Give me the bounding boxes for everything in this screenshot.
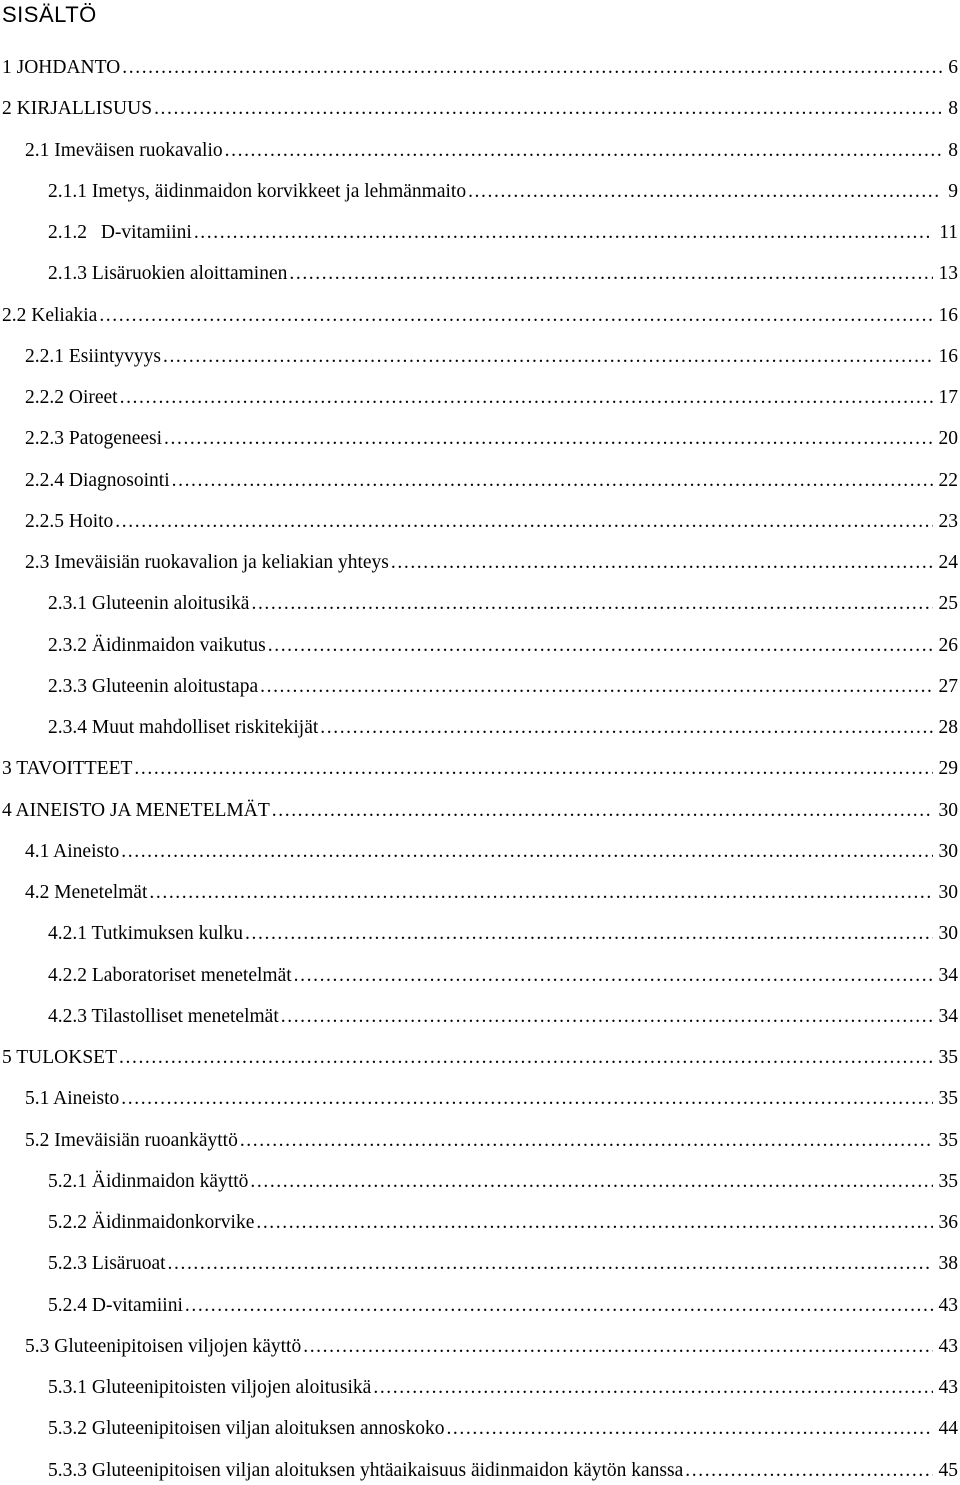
toc-page-number: 11 — [939, 222, 958, 243]
toc-entry-label: 2.3.4 Muut mahdolliset riskitekijät — [48, 717, 319, 738]
toc-entry[interactable] — [0, 1374, 960, 1402]
toc-leader-dots — [225, 137, 943, 165]
toc-page-number: 45 — [938, 1459, 958, 1481]
toc-entry-label: 5.2.1 Äidinmaidon käyttö — [48, 1170, 249, 1192]
toc-entry-label: 2.3 Imeväisiän ruokavalion ja keliakian yhteys — [25, 552, 389, 573]
toc-page-number: 27 — [938, 675, 958, 697]
toc-leader-dots — [294, 962, 933, 990]
toc-page-number: 35 — [938, 1170, 958, 1192]
toc-entry-label: 5.3.3 Gluteenipitoisen viljan aloituksen yhtäaikaisuus äidinmaidon käytön kanssa — [48, 1459, 684, 1481]
toc-page-number: 16 — [938, 345, 958, 367]
toc-entry[interactable] — [0, 95, 960, 123]
toc-entry-label: 2.2.1 Esiintyvyys — [25, 345, 161, 367]
toc-entry-label: 1 JOHDANTO — [2, 57, 121, 78]
toc-page-number: 35 — [938, 1047, 958, 1068]
toc-leader-dots — [164, 425, 932, 453]
toc-entry[interactable] — [0, 1292, 960, 1320]
toc-entry-label: 2.3.3 Gluteenin aloitustapa — [48, 675, 259, 697]
toc-entry-label: 2.2 Keliakia — [2, 304, 98, 326]
toc-page-number: 25 — [938, 593, 958, 615]
toc-page-number: 34 — [938, 964, 958, 986]
toc-entry[interactable] — [0, 467, 960, 495]
toc-page-number: 8 — [948, 98, 958, 120]
toc-entry[interactable] — [0, 425, 960, 453]
toc-leader-dots — [99, 302, 932, 330]
toc-page-number: 43 — [938, 1377, 958, 1398]
toc-entry[interactable] — [0, 54, 960, 82]
toc-entry[interactable] — [0, 549, 960, 577]
toc-page-number: 43 — [938, 1335, 958, 1357]
toc-leader-dots — [194, 219, 933, 247]
toc-page-number: 30 — [938, 882, 958, 903]
toc-page-number: 13 — [938, 263, 958, 285]
toc-entry[interactable] — [0, 920, 960, 948]
toc-leader-dots — [134, 755, 932, 783]
toc-entry-label: 5.3.2 Gluteenipitoisen viljan aloituksen annoskoko — [48, 1418, 445, 1440]
toc-entry[interactable] — [0, 1085, 960, 1113]
toc-entry[interactable] — [0, 1209, 960, 1237]
toc-entry[interactable] — [0, 219, 960, 247]
toc-entry[interactable] — [0, 260, 960, 288]
toc-leader-dots — [154, 95, 942, 123]
toc-entry-label: 5.2 Imeväisiän ruoankäyttö — [25, 1129, 238, 1151]
toc-page-number: 30 — [938, 840, 958, 862]
toc-entry[interactable] — [0, 1415, 960, 1443]
toc-entry-label: 2.1.3 Lisäruokien aloittaminen — [48, 263, 288, 285]
toc-page-number: 22 — [938, 469, 958, 491]
toc-entry-label: 5.3 Gluteenipitoisen viljojen käyttö — [25, 1335, 302, 1357]
toc-entry-label: 4 AINEISTO JA MENETELMÄT — [2, 799, 270, 821]
toc-page-number: 20 — [938, 428, 958, 450]
toc-page-number: 30 — [938, 799, 958, 821]
toc-entry[interactable] — [0, 1127, 960, 1155]
toc-leader-dots — [185, 1292, 933, 1320]
toc-page-number: 9 — [948, 180, 958, 202]
toc-entry[interactable] — [0, 1003, 960, 1031]
toc-entry-label: 2.2.3 Patogeneesi — [25, 428, 163, 450]
toc-entry[interactable] — [0, 673, 960, 701]
toc-entry-label: 5 TULOKSET — [2, 1047, 118, 1068]
toc-page-number: 6 — [948, 57, 958, 78]
toc-entry-label: 2 KIRJALLISUUS — [2, 98, 153, 120]
toc-entry[interactable] — [0, 302, 960, 330]
toc-page-number: 24 — [938, 552, 958, 573]
toc-entry[interactable] — [0, 137, 960, 165]
toc-leader-dots — [122, 54, 942, 82]
toc-leader-dots — [281, 1003, 933, 1031]
toc-entry-label: 2.2.5 Hoito — [25, 510, 114, 532]
toc-entry-label: 3 TAVOITTEET — [2, 758, 133, 780]
toc-entry-label: 4.2.2 Laboratoriset menetelmät — [48, 964, 292, 986]
toc-entry[interactable] — [0, 714, 960, 742]
toc-entry-label: 2.3.1 Gluteenin aloitusikä — [48, 593, 250, 615]
toc-entry[interactable] — [0, 178, 960, 206]
toc-entry-label: 5.2.4 D-vitamiini — [48, 1294, 183, 1316]
page-title: SISÄLTÖ — [2, 2, 97, 27]
toc-page-number: 44 — [938, 1418, 958, 1440]
toc-leader-dots — [119, 1044, 932, 1072]
toc-page-number: 26 — [938, 634, 958, 656]
toc-entry-label: 4.2.1 Tutkimuksen kulku — [48, 923, 244, 945]
toc-leader-dots — [245, 920, 932, 948]
toc-entry[interactable] — [0, 962, 960, 990]
toc-leader-dots — [256, 1209, 932, 1237]
toc-entry-label: 2.1 Imeväisen ruokavalio — [25, 139, 223, 161]
toc-leader-dots — [250, 1168, 932, 1196]
toc-entry[interactable] — [0, 755, 960, 783]
toc-entry[interactable] — [0, 590, 960, 618]
toc-entry-label: 2.2.4 Diagnosointi — [25, 469, 170, 491]
toc-leader-dots — [320, 714, 932, 742]
toc-page-number: 35 — [938, 1129, 958, 1151]
toc-leader-dots — [373, 1374, 932, 1402]
toc-page-number: 29 — [938, 758, 958, 780]
toc-leader-dots — [391, 549, 933, 577]
toc-leader-dots — [468, 178, 942, 206]
toc-entry[interactable] — [0, 1044, 960, 1072]
toc-page-number: 36 — [938, 1212, 958, 1233]
toc-entry[interactable] — [0, 1333, 960, 1361]
toc-page-number: 38 — [938, 1253, 958, 1275]
toc-entry-label-suffix: D-vitamiini — [100, 222, 192, 243]
toc-entry-label: 5.3.1 Gluteenipitoisten viljojen aloitusikä — [48, 1377, 372, 1398]
toc-leader-dots — [149, 879, 932, 907]
toc-leader-dots — [121, 1085, 932, 1113]
toc-page-number: 34 — [938, 1005, 958, 1027]
toc-entry-label: 5.2.3 Lisäruoat — [48, 1253, 166, 1275]
toc-entry[interactable] — [0, 384, 960, 412]
toc-page-number: 8 — [948, 139, 958, 161]
toc-entry[interactable] — [0, 838, 960, 866]
toc-leader-dots — [168, 1250, 933, 1278]
toc-leader-dots — [240, 1127, 933, 1155]
toc-leader-dots — [163, 343, 933, 371]
toc-leader-dots — [121, 838, 932, 866]
toc-leader-dots — [685, 1457, 932, 1485]
toc-page-number: 30 — [938, 923, 958, 945]
toc-entry[interactable] — [0, 508, 960, 536]
toc-entry[interactable] — [0, 797, 960, 825]
toc-page-number: 16 — [938, 304, 958, 326]
toc-entry-label: 4.1 Aineisto — [25, 840, 120, 862]
toc-leader-dots — [303, 1333, 932, 1361]
toc-page-number: 17 — [938, 387, 958, 408]
toc-leader-dots — [251, 590, 932, 618]
toc-leader-dots — [446, 1415, 932, 1443]
toc-entry-label: 4.2.3 Tilastolliset menetelmät — [48, 1005, 279, 1027]
toc-entry[interactable] — [0, 343, 960, 371]
toc-entry-label: 2.1.1 Imetys, äidinmaidon korvikkeet ja lehmänmaito — [48, 180, 467, 202]
toc-leader-dots — [260, 673, 932, 701]
toc-leader-dots — [272, 797, 933, 825]
toc-leader-dots — [115, 508, 932, 536]
toc-leader-dots — [120, 384, 933, 412]
toc-leader-dots — [268, 632, 933, 660]
toc-entry[interactable] — [0, 1168, 960, 1196]
toc-entry[interactable] — [0, 632, 960, 660]
toc-entry[interactable] — [0, 1250, 960, 1278]
toc-entry-label: 2.2.2 Oireet — [25, 387, 118, 408]
toc-page-number: 43 — [938, 1294, 958, 1316]
toc-entry-label: 2.3.2 Äidinmaidon vaikutus — [48, 634, 266, 656]
toc-entry-label: 4.2 Menetelmät — [25, 882, 148, 903]
toc-page-number: 28 — [938, 717, 958, 738]
toc-entry-label: 5.2.2 Äidinmaidonkorvike — [48, 1212, 255, 1233]
toc-leader-dots — [172, 467, 933, 495]
toc-entry-label: 2.1.2 — [48, 222, 87, 243]
toc-page-number: 35 — [938, 1088, 958, 1110]
toc-leader-dots — [289, 260, 932, 288]
toc-page-number: 23 — [938, 510, 958, 532]
toc-entry[interactable] — [0, 879, 960, 907]
toc-entry[interactable] — [0, 1457, 960, 1485]
toc-entry-label: 5.1 Aineisto — [25, 1088, 120, 1110]
